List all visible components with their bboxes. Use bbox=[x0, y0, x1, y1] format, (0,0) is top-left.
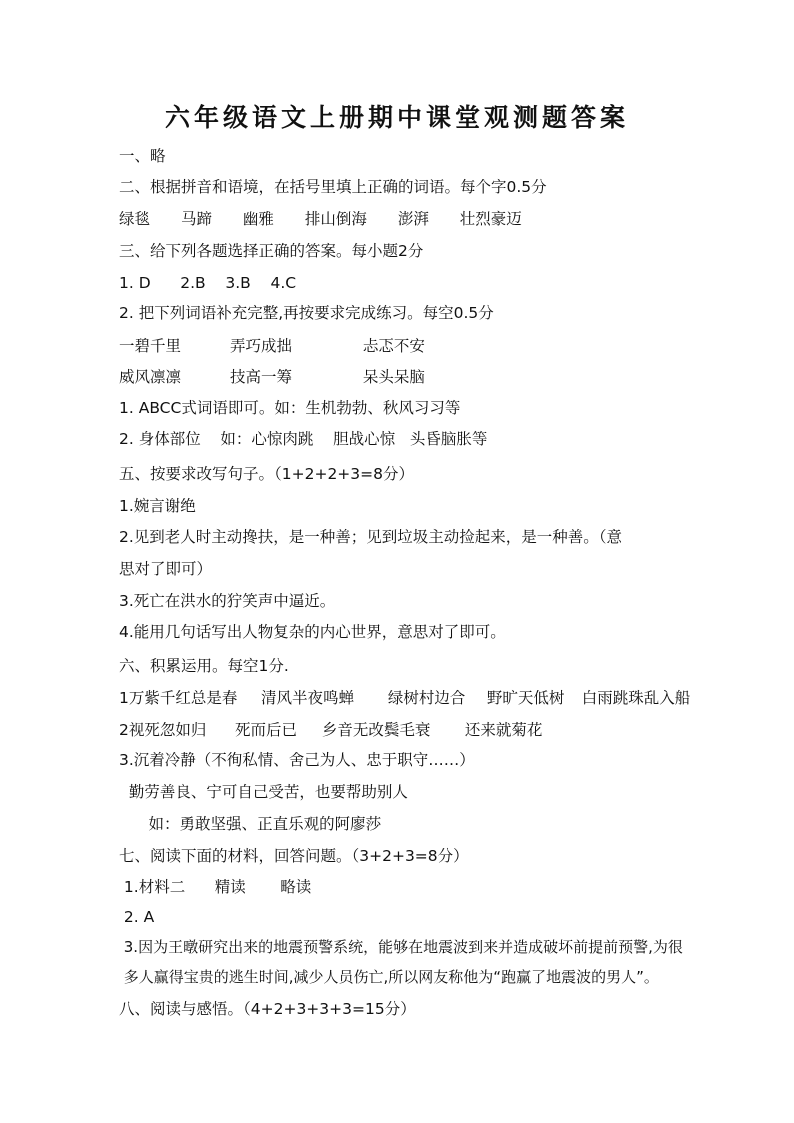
section-6-heading: 六、积累运用。每空1分. bbox=[119, 657, 289, 675]
answer-word: 澎湃 bbox=[397, 210, 429, 228]
poem-answer: 2视死忽如归 bbox=[119, 721, 207, 739]
reading-answer-3-continued: 多人赢得宝贵的逃生时间,减少人员伤亡,所以网友称他为“跑赢了地震波的男人”。 bbox=[119, 968, 659, 986]
section-1-heading: 一、略 bbox=[119, 147, 166, 165]
reading-answer-3: 3.因为王暾研究出来的地震预警系统，能够在地震波到来并造成破坏前提前预警,为很 bbox=[119, 938, 683, 956]
reading-answer-2: 2. A bbox=[119, 908, 155, 926]
section-8-heading: 八、阅读与感悟。（4+2+3+3+3=15分） bbox=[119, 1000, 416, 1018]
rewrite-answer-1: 1.婉言谢绝 bbox=[119, 497, 196, 515]
answer-word: 壮烈豪迈 bbox=[459, 210, 522, 228]
section-2-answers bbox=[119, 209, 522, 229]
word-pattern-answer: 1. ABCC式词语即可。如：生机勃勃、秋风习习等 bbox=[119, 399, 461, 417]
page-title: 六年级语文上册期中课堂观测题答案 bbox=[164, 103, 629, 132]
section-5-heading: 五、按要求改写句子。（1+2+2+3=8分） bbox=[119, 465, 415, 483]
rewrite-answer-3: 3.死亡在洪水的狞笑声中逼近。 bbox=[119, 592, 336, 610]
idiom-answer: 弄巧成拙 bbox=[229, 337, 292, 355]
character-answer: 3.沉着冷静（不徇私情、舍己为人、忠于职守……） bbox=[119, 751, 475, 769]
section-4-heading: 2. 把下列词语补充完整,再按要求完成练习。每空0.5分 bbox=[119, 304, 494, 322]
poem-answer: 死而后已 bbox=[234, 721, 297, 739]
idiom-row-1 bbox=[119, 336, 425, 356]
answer-word: 绿毯 bbox=[119, 210, 151, 228]
answer-word: 马蹄 bbox=[180, 210, 212, 228]
poem-row-1 bbox=[119, 688, 690, 708]
idiom-answer: 一碧千里 bbox=[119, 337, 182, 355]
answer-word: 幽雅 bbox=[242, 210, 274, 228]
body-part-answer: 2. 身体部位 如：心惊肉跳 胆战心惊 头昏脑胀等 bbox=[119, 430, 488, 448]
section-7-heading: 七、阅读下面的材料，回答问题。（3+2+3=8分） bbox=[119, 847, 469, 865]
answer-word: 排山倒海 bbox=[304, 210, 367, 228]
idiom-row-2 bbox=[119, 367, 425, 387]
rewrite-answer-2-continued: 思对了即可） bbox=[119, 560, 213, 578]
rewrite-answer-2: 2.见到老人时主动搀扶，是一种善；见到垃圾主动捡起来，是一种善。（意 bbox=[119, 528, 623, 546]
section-3-answers: 1. D 2.B 3.B 4.C bbox=[119, 274, 297, 292]
poem-answer: 还来就菊花 bbox=[464, 721, 543, 739]
idiom-answer: 忐忑不安 bbox=[362, 337, 425, 355]
section-3-heading: 三、给下列各题选择正确的答案。每小题2分 bbox=[119, 242, 424, 260]
idiom-answer: 威风凛凛 bbox=[119, 368, 182, 386]
poem-answer: 白雨跳珠乱入船 bbox=[581, 689, 691, 707]
poem-answer: 乡音无改鬓毛衰 bbox=[321, 721, 431, 739]
idiom-answer: 技高一筹 bbox=[229, 368, 292, 386]
poem-row-2 bbox=[119, 720, 542, 740]
reading-answer-1: 1.材料二 精读 略读 bbox=[119, 878, 312, 896]
poem-answer: 野旷天低树 bbox=[486, 689, 565, 707]
character-answer-2: 勤劳善良、宁可自己受苦，也要帮助别人 bbox=[119, 783, 408, 801]
poem-answer: 清风半夜鸣蝉 bbox=[260, 689, 354, 707]
poem-answer: 1万紫千红总是春 bbox=[119, 689, 238, 707]
character-answer-3: 如：勇敢坚强、正直乐观的阿廖莎 bbox=[119, 815, 382, 833]
idiom-answer: 呆头呆脑 bbox=[362, 368, 425, 386]
poem-answer: 绿树村边合 bbox=[387, 689, 466, 707]
section-2-heading: 二、根据拼音和语境，在括号里填上正确的词语。每个字0.5分 bbox=[119, 178, 547, 196]
rewrite-answer-4: 4.能用几句话写出人物复杂的内心世界，意思对了即可。 bbox=[119, 623, 506, 641]
